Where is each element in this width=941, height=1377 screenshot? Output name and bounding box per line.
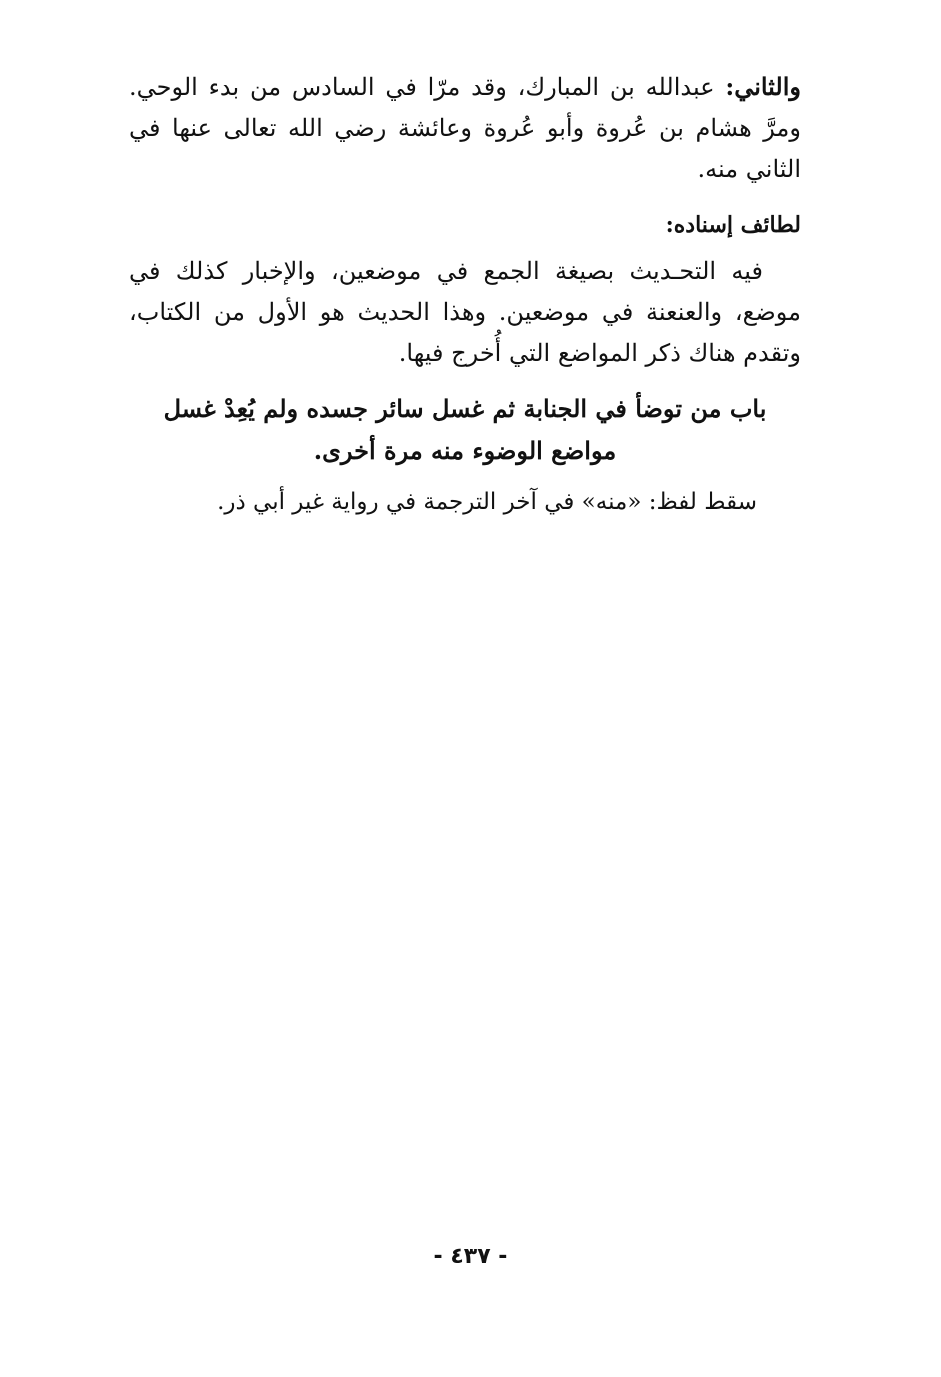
chapter-title: باب من توضأ في الجنابة ثم غسل سائر جسده ولم يُعِدْ غسل مواضع الوضوء منه مرة أخرى. [163,394,767,465]
footnote-text: سقط لفظ: «منه» في آخر الترجمة في رواية غير أبي ذر. [217,489,757,515]
paragraph-text: عبدالله بن المبارك، وقد مرّا في السادس من بدء الوحي. ومرَّ هشام بن عُروة وأبو عُروة وعائشة رضي الله تعالى عنها في الثاني منه. [129,73,801,183]
page-content [129,66,801,522]
section-heading: لطائف إسناده: [665,212,801,238]
page-number: - ٤٣٧ - [433,1244,508,1269]
paragraph-lead: والثاني: [725,72,801,101]
paragraph-isnad: فيه التحـديث بصيغة الجمع في موضعين، والإخبار كذلك في موضع، والعنعنة في موضعين. وهذا الحديث هو الأول من الكتاب، وتقدم هناك ذكر المواضع التي أُخرج فيها. [129,257,801,367]
paragraph-narrators [129,66,801,190]
